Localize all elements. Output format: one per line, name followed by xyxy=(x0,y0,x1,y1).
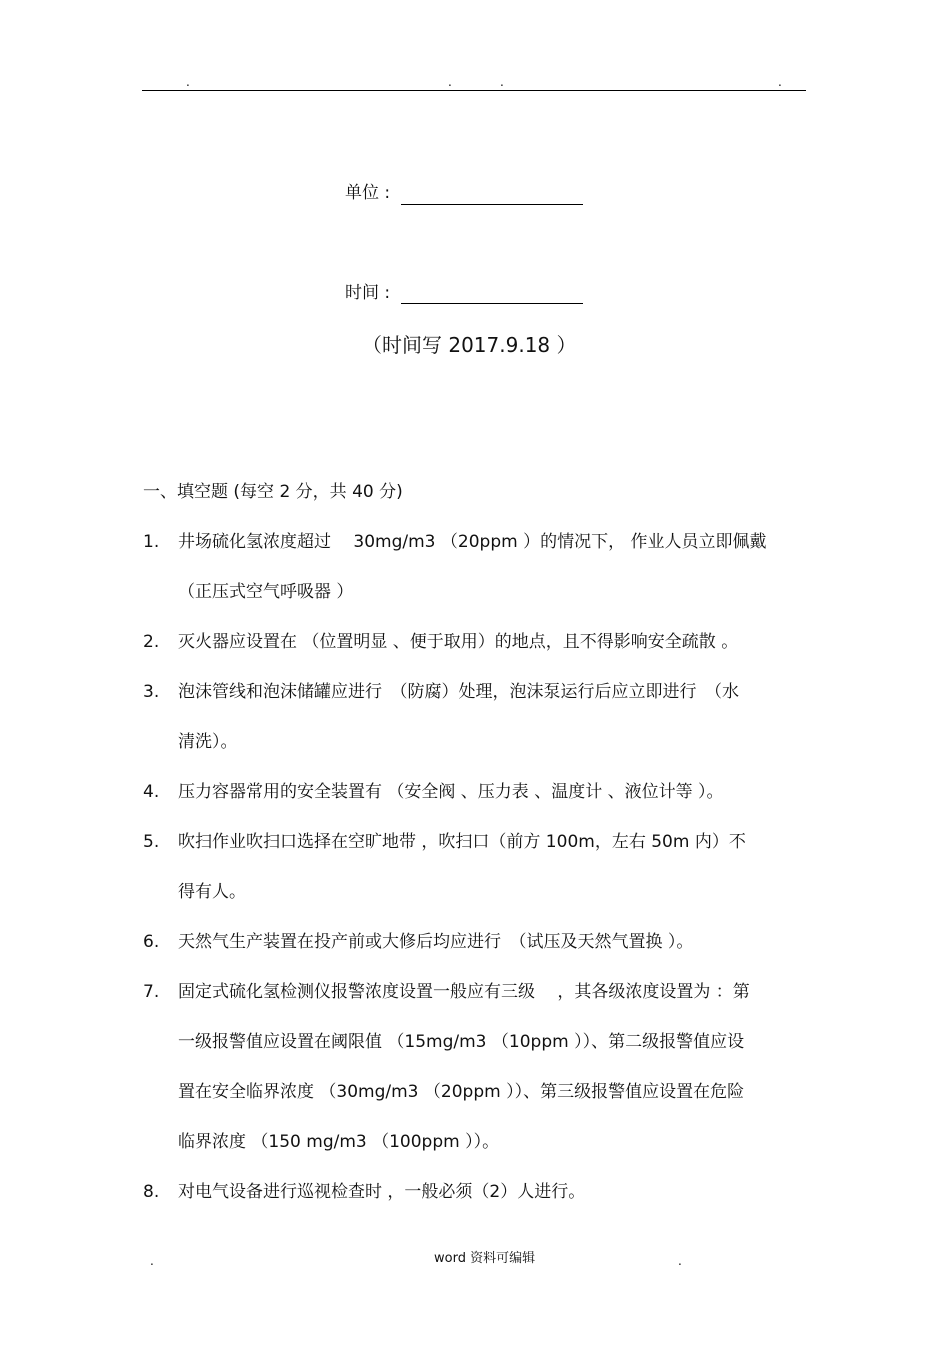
question-line: （正压式空气呼吸器 ） xyxy=(178,582,354,602)
question-line: 泡沫管线和泡沫储罐应进行 （防腐）处理，泡沫泵运行后应立即进行 （水 xyxy=(178,682,739,702)
question-line: 得有人。 xyxy=(178,882,246,902)
question-line: 灭火器应设置在 （位置明显 、便于取用）的地点，且不得影响安全疏散 。 xyxy=(178,632,739,652)
question-number: 6. xyxy=(143,932,160,952)
question-number: 1. xyxy=(143,532,160,552)
header-rule xyxy=(142,90,806,91)
footer-right-dot: . xyxy=(678,1254,682,1268)
question-number: 4. xyxy=(143,782,160,802)
question-line: 置在安全临界浓度 （30mg/m3 （20ppm ））、第三级报警值应设置在危险 xyxy=(178,1082,745,1102)
footer-left-dot: . xyxy=(150,1254,154,1268)
unit-blank-line[interactable] xyxy=(401,204,583,205)
unit-label: 单位 : xyxy=(345,183,391,203)
question-line: 临界浓度 （150 mg/m3 （100ppm ））。 xyxy=(178,1132,500,1152)
question-number: 8. xyxy=(143,1182,160,1202)
header-dot: . xyxy=(500,75,504,89)
section-title: 一、填空题 (每空 2 分，共 40 分) xyxy=(143,482,403,502)
question-number: 2. xyxy=(143,632,160,652)
question-line: 天然气生产装置在投产前或大修后均应进行 （试压及天然气置换 ）。 xyxy=(178,932,694,952)
time-note: （时间写 2017.9.18 ） xyxy=(362,333,577,357)
header-dot: . xyxy=(448,75,452,89)
question-number: 7. xyxy=(143,982,160,1002)
question-line: 压力容器常用的安全装置有 （安全阀 、压力表 、温度计 、液位计等 ）。 xyxy=(178,782,724,802)
time-label: 时间 : xyxy=(345,283,391,303)
footer-text: word 资料可编辑 xyxy=(434,1251,536,1266)
question-line: 吹扫作业吹扫口选择在空旷地带 ，吹扫口（前方 100m，左右 50m 内）不 xyxy=(178,832,746,852)
time-blank-line[interactable] xyxy=(401,303,583,304)
question-line: 井场硫化氢浓度超过 30mg/m3 （20ppm ）的情况下， 作业人员立即佩戴 xyxy=(178,532,767,552)
question-line: 固定式硫化氢检测仪报警浓度设置一般应有三级 ，其各级浓度设置为 ：第 xyxy=(178,982,750,1002)
question-number: 5. xyxy=(143,832,160,852)
question-line: 对电气设备进行巡视检查时 ，一般必须（2）人进行。 xyxy=(178,1182,586,1202)
header-dot: . xyxy=(778,75,782,89)
question-line: 一级报警值应设置在阈限值 （15mg/m3 （10ppm ））、第二级报警值应设 xyxy=(178,1032,745,1052)
question-number: 3. xyxy=(143,682,160,702)
header-dot: . xyxy=(186,75,190,89)
question-line: 清洗）。 xyxy=(178,732,238,752)
